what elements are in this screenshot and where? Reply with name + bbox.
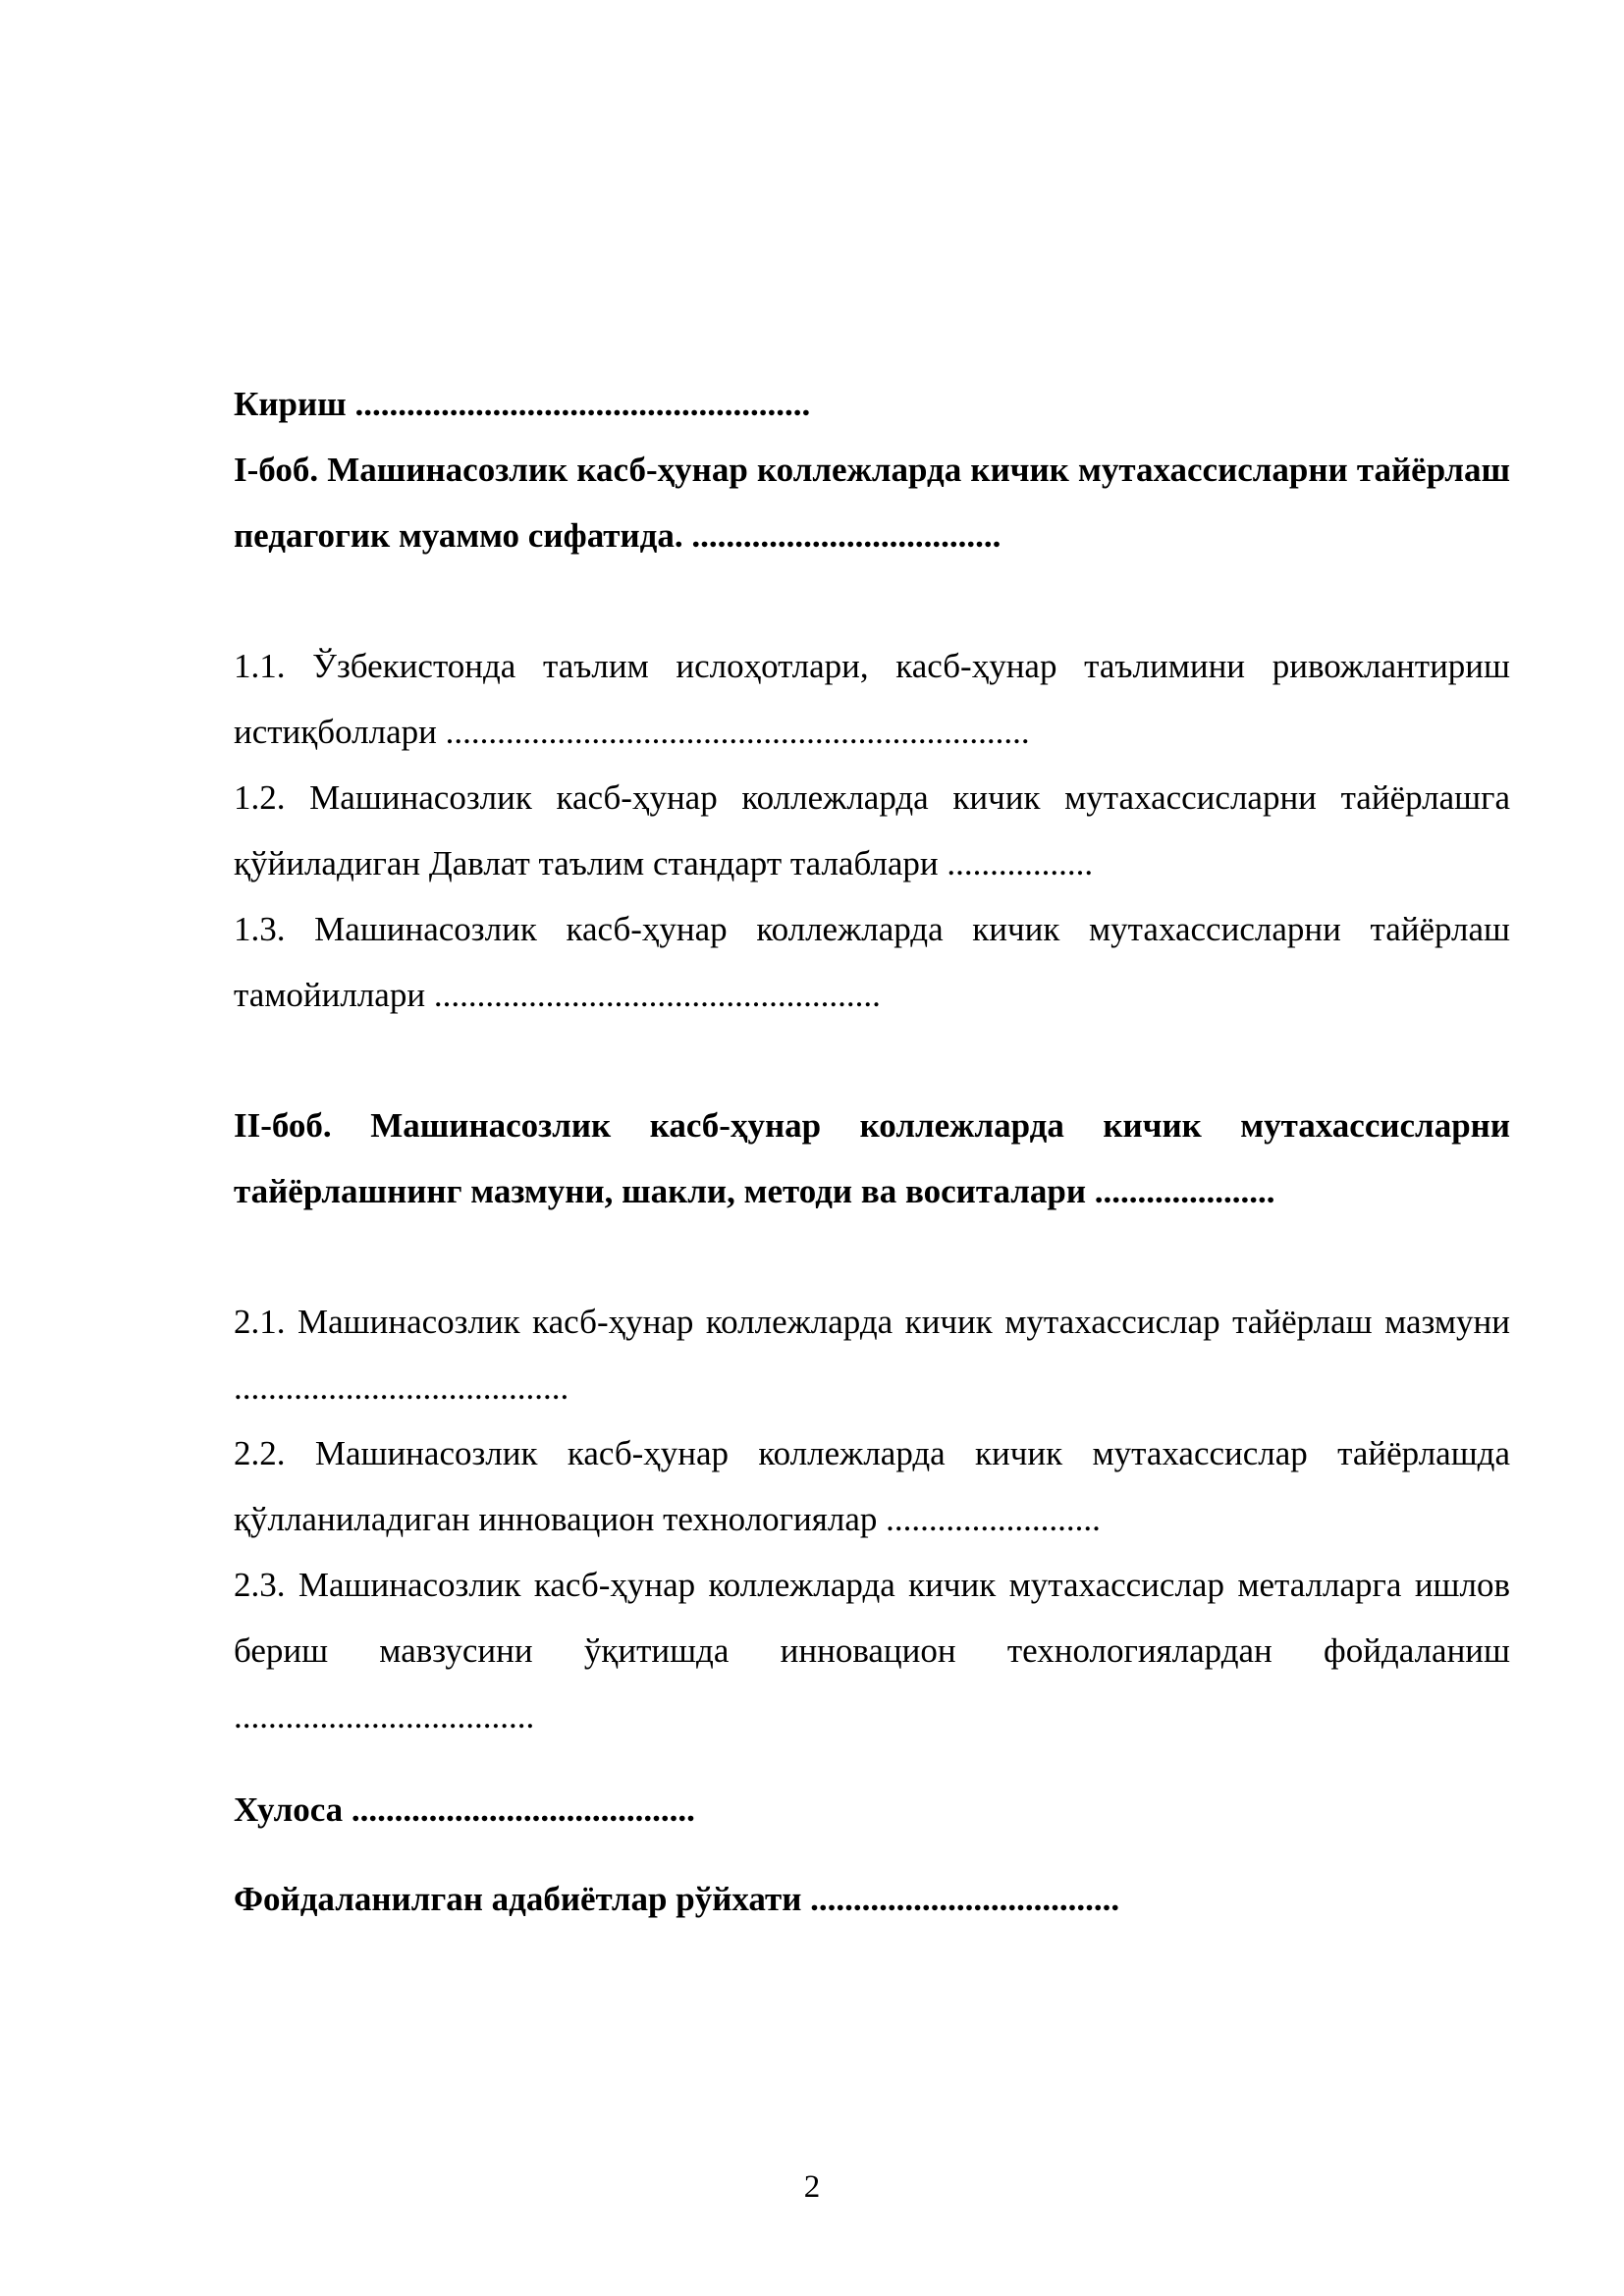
- toc-section-1-2: 1.2. Машинасозлик касб-ҳунар коллежларда кичик мутахассисларни тайёрлашга қўйиладиган Давлат таълим стандарт талаблари .................: [234, 778, 1510, 882]
- spacer: [234, 568, 1510, 633]
- page-number: 2: [803, 2169, 821, 2205]
- toc-section-1-3: 1.3. Машинасозлик касб-ҳунар коллежларда кичик мутахассисларни тайёрлаш тамойиллари ....................................................: [234, 910, 1510, 1014]
- toc-chapter-1-title: I-боб. Машинасозлик касб-ҳунар коллежларда кичик мутахассисларни тайёрлаш педагогик муаммо сифатида. ....................................: [234, 451, 1510, 555]
- toc-chapter-2-title: II-боб. Машинасозлик касб-ҳунар коллежларда кичик мутахассисларни тайёрлашнинг мазмуни, шакли, методи ва воситалари .....................: [234, 1106, 1510, 1210]
- toc-conclusion: Хулоса ........................................: [234, 1790, 695, 1829]
- spacer: [234, 1749, 1510, 1777]
- toc-section-1-1: 1.1. Ўзбекистонда таълим ислоҳотлари, касб-ҳунар таълимини ривожлантириш истиқболлари ....................................................................: [234, 647, 1510, 751]
- table-of-contents: [234, 371, 1510, 1932]
- toc-references: Фойдаланилган адабиётлар рўйхати ....................................: [234, 1880, 1120, 1918]
- toc-section-2-3: 2.3. Машинасозлик касб-ҳунар коллежларда кичик мутахассислар металларга ишлов бериш мавзусини ўқитишда инновацион технологиялардан фойдаланиш ...................................: [234, 1566, 1510, 1735]
- toc-section-2-2: 2.2. Машинасозлик касб-ҳунар коллежларда кичик мутахассислар тайёрлашда қўлланиладиган инновацион технологиялар .........................: [234, 1434, 1510, 1538]
- spacer: [234, 1224, 1510, 1289]
- toc-intro: Кириш .....................................................: [234, 385, 811, 423]
- spacer: [234, 1842, 1510, 1866]
- spacer: [234, 1028, 1510, 1093]
- toc-section-2-1: 2.1. Машинасозлик касб-ҳунар коллежларда кичик мутахассислар тайёрлаш мазмуни .......................................: [234, 1303, 1510, 1407]
